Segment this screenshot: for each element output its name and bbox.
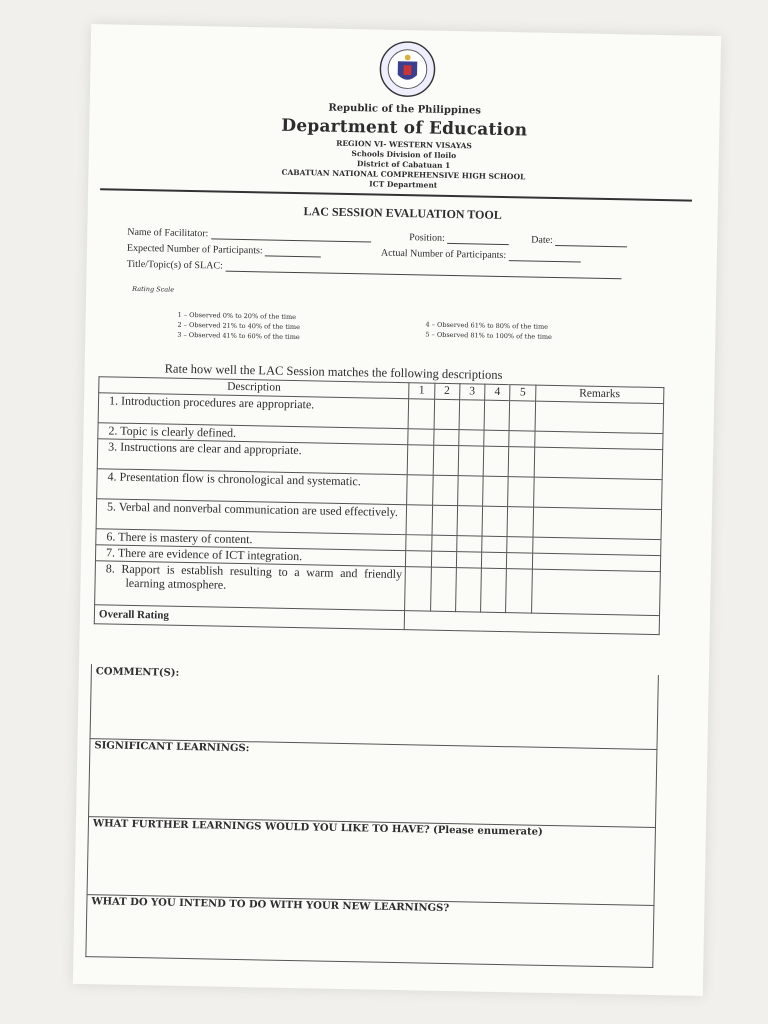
rating-scale-item: 5 – Observed 81% to 100% of the time [425,330,553,341]
rating-scale-item: 4 – Observed 61% to 80% of the time [425,320,549,331]
rating-scale-item: 3 – Observed 41% to 60% of the time [177,330,300,342]
expected-participants-field [127,243,321,258]
document-title: LAC SESSION EVALUATION TOOL [303,204,502,222]
division-heading: Schools Division of Iloilo [351,149,457,161]
rating-cell[interactable] [507,537,533,553]
rating-cell[interactable] [484,400,510,430]
overall-rating-label: Overall Rating [94,605,405,630]
rating-cell[interactable] [433,429,459,445]
department-heading: Department of Education [281,115,528,141]
deped-seal-logo [378,40,437,99]
rating-cell[interactable] [407,475,433,505]
rating-cell[interactable] [507,507,533,537]
rating-5-header: 5 [510,385,536,401]
description-cell: 7. There are evidence of ICT integration. [95,545,406,567]
rating-cell[interactable] [457,506,483,536]
facilitator-field [127,227,371,243]
date-label: Date: [531,234,553,246]
region-heading: REGION VI- WESTERN VISAYAS [336,138,472,151]
rating-cell[interactable] [457,476,483,506]
rating-cell[interactable] [408,399,434,429]
overall-rating-cell[interactable] [404,611,659,635]
description-cell: 4. Presentation flow is chronological and systematic. [97,469,408,505]
rating-scale-right [425,320,552,342]
expected-participants-label: Expected Number of Participants: [126,242,263,257]
description-cell: 8. Rapport is establish resulting to a warm and friendly learning atmosphere. [95,561,406,611]
intend-section[interactable] [85,894,654,968]
expected-participants-input-line[interactable] [265,245,321,257]
rating-cell[interactable] [455,568,481,612]
rating-cell[interactable] [483,446,509,476]
rating-cell[interactable] [407,445,433,475]
rating-cell[interactable] [459,430,485,446]
facilitator-input-line[interactable] [211,228,371,242]
rating-cell[interactable] [506,569,532,613]
department-unit-heading: ICT Department [369,179,438,190]
comments-section[interactable] [90,664,659,750]
position-label: Position: [409,232,445,244]
table-caption: Rate how well the LAC Session matches the following descriptions [164,361,503,382]
topic-label: Title/Topic(s) of SLAC: [126,258,223,272]
description-cell: 2. Topic is clearly defined. [98,423,409,445]
rating-cell[interactable] [481,568,507,612]
rating-3-header: 3 [459,384,485,400]
district-heading: District of Cabatuan 1 [356,159,451,170]
rating-cell[interactable] [459,400,485,430]
actual-participants-field [381,248,581,263]
rating-scale-title: Rating Scale [132,284,175,294]
description-cell: 6. There is mastery of content. [96,529,407,551]
rating-cell[interactable] [432,505,458,535]
description-cell: 1. Introduction procedures are appropriate. [98,393,409,429]
description-cell: 5. Verbal and nonverbal communication are used effectively. [96,499,407,535]
evaluation-table [94,376,665,635]
rating-1-header: 1 [409,383,435,399]
remarks-cell[interactable] [533,507,662,539]
rating-2-header: 2 [434,383,460,399]
rating-scale-left [177,310,300,342]
remarks-cell[interactable] [531,569,660,615]
rating-cell[interactable] [456,552,482,568]
rating-cell[interactable] [405,567,431,611]
rating-cell[interactable] [406,505,432,535]
intend-label: WHAT DO YOU INTEND TO DO WITH YOUR NEW LEARNINGS? [91,896,450,915]
rating-cell[interactable] [432,475,458,505]
further-learnings-label: WHAT FURTHER LEARNINGS WOULD YOU LIKE TO HAVE? (Please enumerate) [92,818,543,838]
rating-cell[interactable] [483,476,509,506]
rating-cell[interactable] [431,535,457,551]
rating-scale-item: 2 – Observed 21% to 40% of the time [177,320,301,332]
rating-cell[interactable] [481,552,507,568]
remarks-cell[interactable] [535,401,664,433]
evaluation-form-page [73,24,721,996]
rating-cell[interactable] [509,447,535,477]
facilitator-label: Name of Facilitator: [127,226,209,240]
remarks-cell[interactable] [534,447,663,479]
rating-cell[interactable] [482,506,508,536]
rating-cell[interactable] [434,399,460,429]
rating-cell[interactable] [509,401,535,431]
rating-cell[interactable] [431,551,457,567]
description-header: Description [99,377,410,399]
rating-cell[interactable] [484,430,510,446]
date-input-line[interactable] [555,235,627,247]
rating-cell[interactable] [507,553,533,569]
further-learnings-section[interactable] [87,816,656,906]
rating-cell[interactable] [433,445,459,475]
rating-cell[interactable] [457,536,483,552]
rating-cell[interactable] [408,429,434,445]
significant-learnings-label: SIGNIFICANT LEARNINGS: [94,740,250,755]
rating-cell[interactable] [406,535,432,551]
description-cell: 3. Instructions are clear and appropriate. [97,439,408,475]
rating-4-header: 4 [485,384,511,400]
date-field [531,235,627,248]
rating-scale-item: 1 – Observed 0% to 20% of the time [177,310,297,322]
position-field [409,232,509,245]
actual-participants-input-line[interactable] [509,250,581,262]
rating-cell[interactable] [458,446,484,476]
rating-cell[interactable] [482,536,508,552]
remarks-header: Remarks [535,385,664,403]
position-input-line[interactable] [447,233,509,245]
rating-cell[interactable] [430,567,456,611]
significant-learnings-section[interactable] [88,738,657,828]
topic-input-line[interactable] [225,261,621,280]
rating-cell[interactable] [509,431,535,447]
actual-participants-label: Actual Number of Participants: [380,247,507,262]
republic-heading: Republic of the Philippines [328,102,482,117]
rating-cell[interactable] [406,551,432,567]
comments-label: COMMENT(S): [95,666,180,679]
rating-cell[interactable] [508,477,534,507]
school-heading: CABATUAN NATIONAL COMPREHENSIVE HIGH SCHOOL [281,167,526,182]
remarks-cell[interactable] [533,477,662,509]
